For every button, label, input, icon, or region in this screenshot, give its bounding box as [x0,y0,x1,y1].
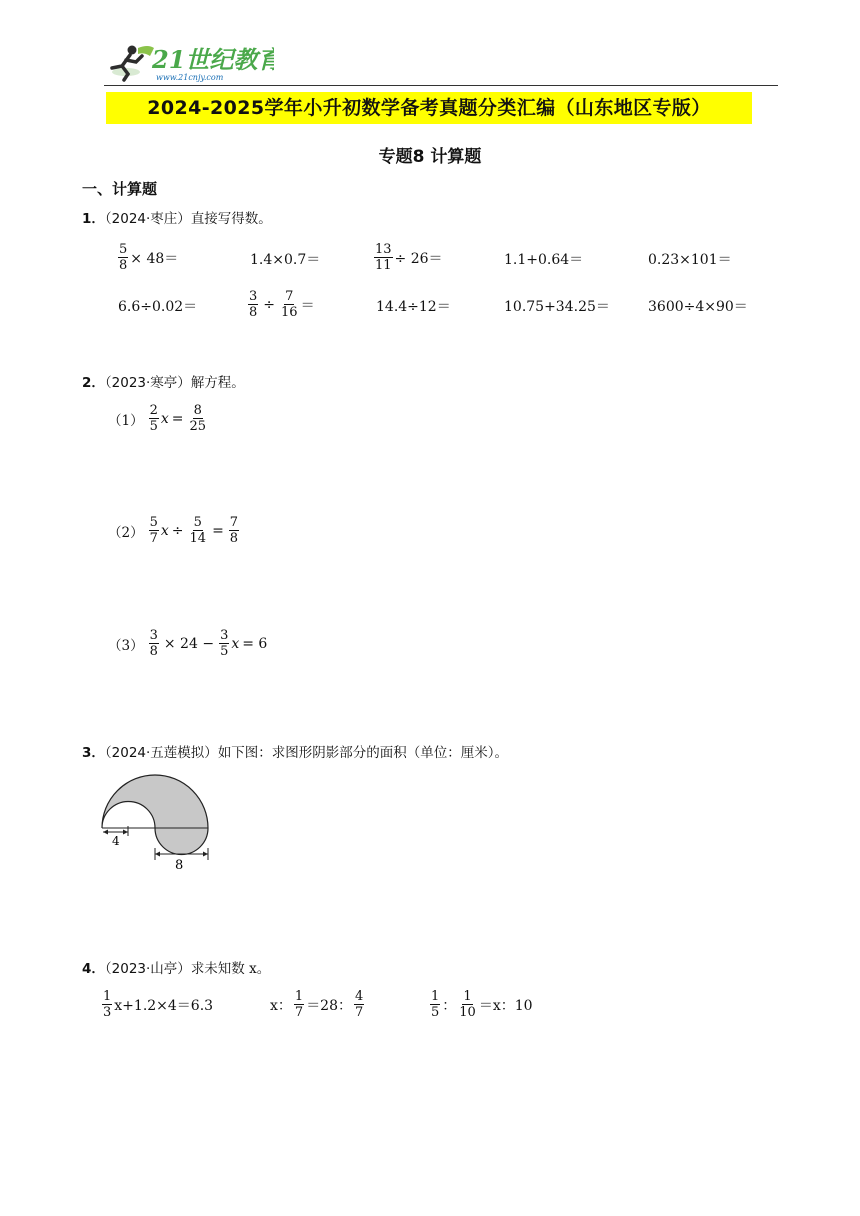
fraction: $\frac{4}{7}$ [355,989,364,1020]
fraction: $\frac{7}{8}$ [229,515,239,546]
fraction: $\frac{5}{8}$ [119,242,128,273]
q1-item-f: 6.6÷0.02＝ [118,299,198,315]
fraction: $\frac{7}{16}$ [281,289,298,320]
q2-equation-2: （2） $\frac{5}{7}$ x ÷ $\frac{5}{14}$ = $\frac{7}{8}$ [108,515,239,546]
logo [104,42,274,84]
fraction: $\frac{3}{8}$ [149,628,158,659]
shaded-area-figure [96,770,220,874]
question-source: （2023·寒亭） [104,375,191,391]
question-2-header [82,371,245,391]
fraction: $\frac{1}{3}$ [103,989,112,1020]
q2-equation-1: （1） $\frac{2}{5}$ x = $\frac{8}{25}$ [108,403,207,434]
q1-item-i: 10.75+34.25＝ [504,299,610,315]
question-4-header [82,957,270,977]
logo-text: 21世纪教育 [152,45,274,74]
fraction: $\frac{2}{5}$ [149,403,158,434]
question-number: 2． [82,375,105,391]
question-source: （2024·枣庄） [104,211,191,227]
fraction: $\frac{5}{14}$ [189,515,207,546]
fraction: $\frac{1}{10}$ [459,989,476,1020]
fraction: $\frac{3}{8}$ [249,289,258,320]
q1-item-g: $\frac{3}{8}$ ÷ $\frac{7}{16}$ ＝ [249,289,315,320]
fraction: $\frac{5}{7}$ [149,515,158,546]
small-dimension-label: 4 [112,834,120,848]
question-number: 1． [82,211,105,227]
question-source: （2024·五莲模拟） [104,745,218,761]
question-1-header [82,207,272,227]
subtitle: 专题8 计算题 [378,147,482,167]
fraction: $\frac{1}{7}$ [294,989,304,1020]
fraction: $\frac{8}{25}$ [189,403,207,434]
question-prompt: 求未知数 x。 [190,961,271,977]
logo-runner-icon [104,42,274,84]
q1-item-h: 14.4÷12＝ [376,299,451,315]
q1-item-c: $\frac{13}{11}$ ÷ 26＝ [375,242,443,273]
header-rule [104,85,778,86]
q4-problem-1: $\frac{1}{3}$ x+1.2×4＝6.3 [103,989,214,1020]
q4-problem-2: x： $\frac{1}{7}$ ＝28： $\frac{4}{7}$ [270,989,364,1020]
q1-item-d: 1.1+0.64＝ [504,252,584,268]
fraction: $\frac{13}{11}$ [375,242,392,273]
q2-equation-3: （3） $\frac{3}{8}$ × 24 − $\frac{3}{5}$ x = 6 [108,628,268,659]
question-3-header [82,741,508,761]
section-heading: 一、计算题 [82,180,158,198]
logo-url: www.21cnjy.com [156,73,224,82]
fraction: $\frac{3}{5}$ [220,628,229,659]
q1-item-j: 3600÷4×90＝ [648,299,748,315]
q4-problem-3: $\frac{1}{5}$ ： $\frac{1}{10}$ ＝x：10 [431,989,533,1020]
fraction: $\frac{1}{5}$ [431,989,440,1020]
question-prompt: 如下图：求图形阴影部分的面积（单位：厘米）。 [217,745,509,761]
q1-item-a: $\frac{5}{8}$ × 48＝ [119,242,179,273]
q1-item-b: 1.4×0.7＝ [250,252,321,268]
question-number: 3． [82,745,105,761]
large-dimension-label: 8 [175,858,184,873]
question-prompt: 解方程。 [190,375,245,391]
question-source: （2023·山亭） [104,961,191,977]
q1-item-e: 0.23×101＝ [648,252,732,268]
document-title: 2024-2025学年小升初数学备考真题分类汇编（山东地区专版） [147,97,711,119]
question-prompt: 直接写得数。 [190,211,272,227]
question-number: 4． [82,961,105,977]
